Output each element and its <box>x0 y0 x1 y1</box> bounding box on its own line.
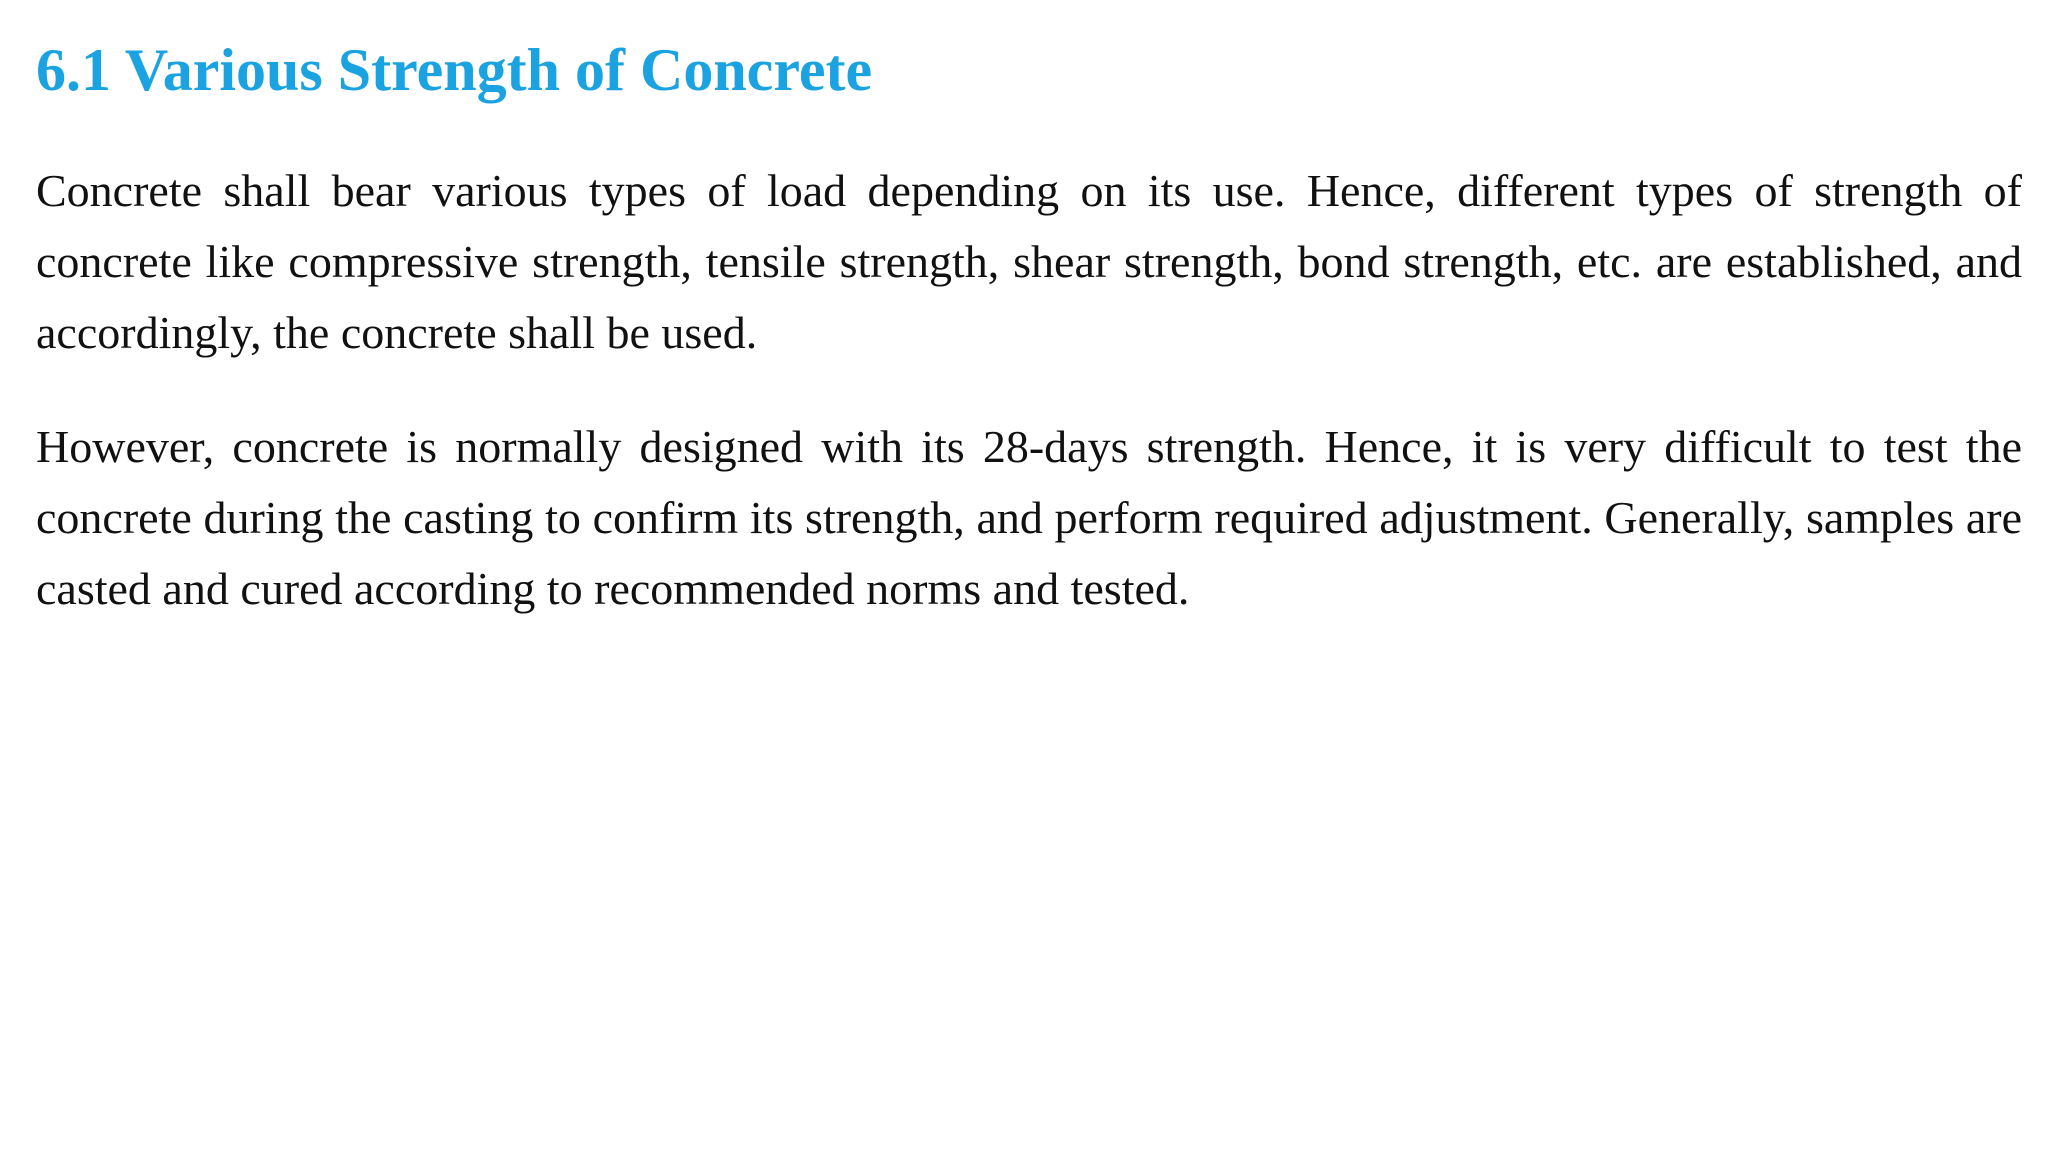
section-heading: 6.1 Various Strength of Concrete <box>36 37 873 103</box>
document-page <box>36 30 2022 624</box>
paragraph-strength-types: Concrete shall bear various types of load depending on its use. Hence, different types of strength of concrete like compressive strength, tensile strength, shear strength, bond strength, etc. are established, and accordingly, the concrete shall be used. <box>36 165 2022 358</box>
paragraph-28-day-strength: However, concrete is normally designed with its 28-days strength. Hence, it is very difficult to test the concrete during the casting to confirm its strength, and perform required adjustment. Generally, samples are casted and cured according to recommended norms and tested. <box>36 421 2022 614</box>
